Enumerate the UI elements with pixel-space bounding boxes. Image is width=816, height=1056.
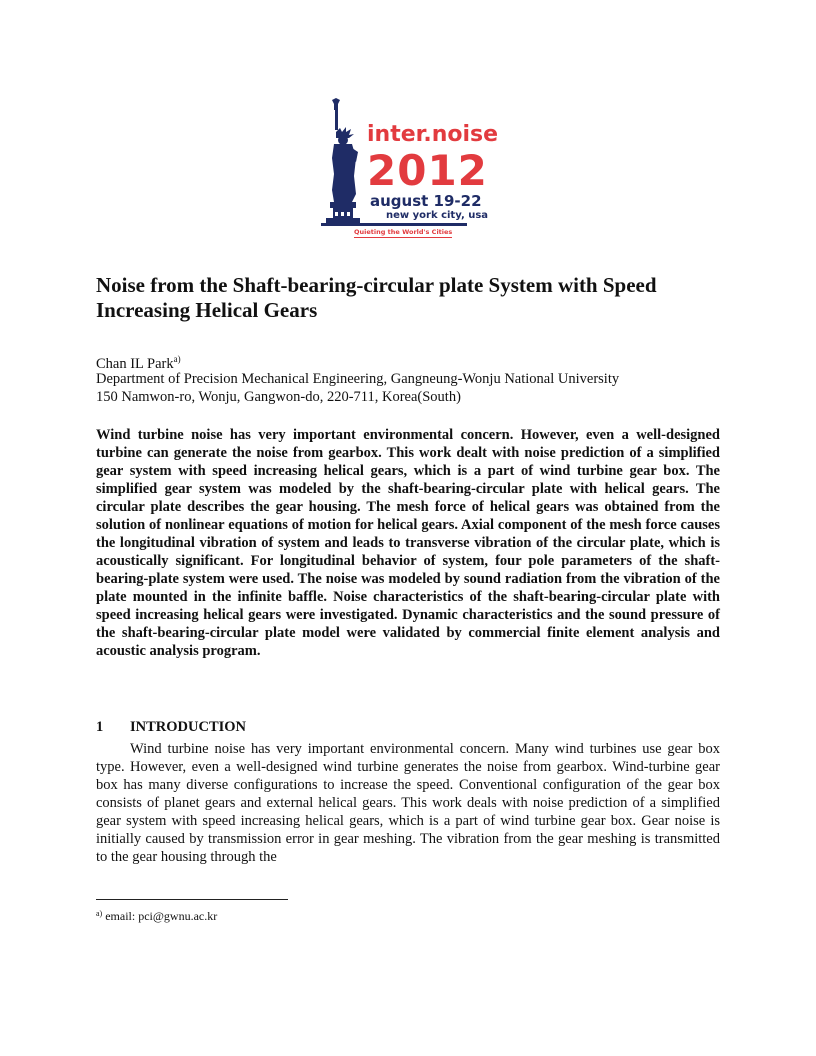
logo-tagline: Quieting the World's Cities bbox=[354, 228, 453, 236]
logo-dates: august 19-22 bbox=[370, 192, 482, 210]
introduction-paragraph: Wind turbine noise has very important environmental concern. Many wind turbines use gear box type. However, even a well-designed wind turbine generates the noise from gearbox. Wind-turbine gear box has many diverse configurations to increase the speed. Conventional configuration of the gear box consists of planet gears and external helical gears. This work deals with noise prediction of a simplified gear system with speed increasing helical gears, which is a part of wind turbine gear box. Gear noise is initially caused by transmission error in gear meshing. The vibration from the gear meshing is transmitted to the gear housing through the bbox=[96, 741, 720, 865]
footnote-divider bbox=[96, 899, 288, 900]
section-number: 1 bbox=[96, 719, 104, 735]
footnote bbox=[96, 906, 217, 924]
affiliation bbox=[96, 370, 619, 406]
logo-location: new york city, usa bbox=[386, 210, 489, 221]
footnote-text: email: pci@gwnu.ac.kr bbox=[102, 909, 218, 923]
logo-year: 2012 bbox=[367, 146, 488, 195]
author-footnote-mark: a) bbox=[173, 354, 181, 364]
footnote-mark: a) bbox=[96, 909, 103, 918]
conference-logo bbox=[318, 98, 500, 244]
affiliation-department: Department of Precision Mechanical Engineering, Gangneung-Wonju National University bbox=[96, 371, 620, 387]
section-heading bbox=[96, 718, 246, 736]
affiliation-address: 150 Namwon-ro, Wonju, Gangwon-do, 220-711, Korea(South) bbox=[96, 389, 461, 405]
abstract: Wind turbine noise has very important environmental concern. However, even a well-designed turbine can generate the noise from gearbox. This work dealt with noise prediction of a simplified gear system with speed increasing helical gears, which is a part of wind turbine gear box. The simplified gear system was modeled by the shaft-bearing-circular plate with helical gears. The circular plate describes the gear housing. The mesh force of helical gears was obtained from the solution of nonlinear equations of motion for helical gears. Axial component of the mesh force causes the longitudinal vibration of system and leads to transverse vibration of the circular plate, which is acoustically significant. For longitudinal behavior of system, four pole parameters of the shaft-bearing-plate system were used. The noise was modeled by sound radiation from the vibration of the plate mounted in the infinite baffle. Noise characteristics of the shaft-bearing-circular plate with speed increasing helical gears were investigated. Dynamic characteristics and the sound pressure of the shaft-bearing-circular plate model were validated by commercial finite element analysis and acoustic analysis program. bbox=[96, 427, 720, 659]
logo-event-name: inter.noise bbox=[367, 122, 499, 147]
author-name: Chan IL Park bbox=[96, 356, 174, 372]
section-title: INTRODUCTION bbox=[130, 719, 247, 735]
paper-title: Noise from the Shaft-bearing-circular plate System with Speed Increasing Helical Gears bbox=[96, 273, 657, 322]
